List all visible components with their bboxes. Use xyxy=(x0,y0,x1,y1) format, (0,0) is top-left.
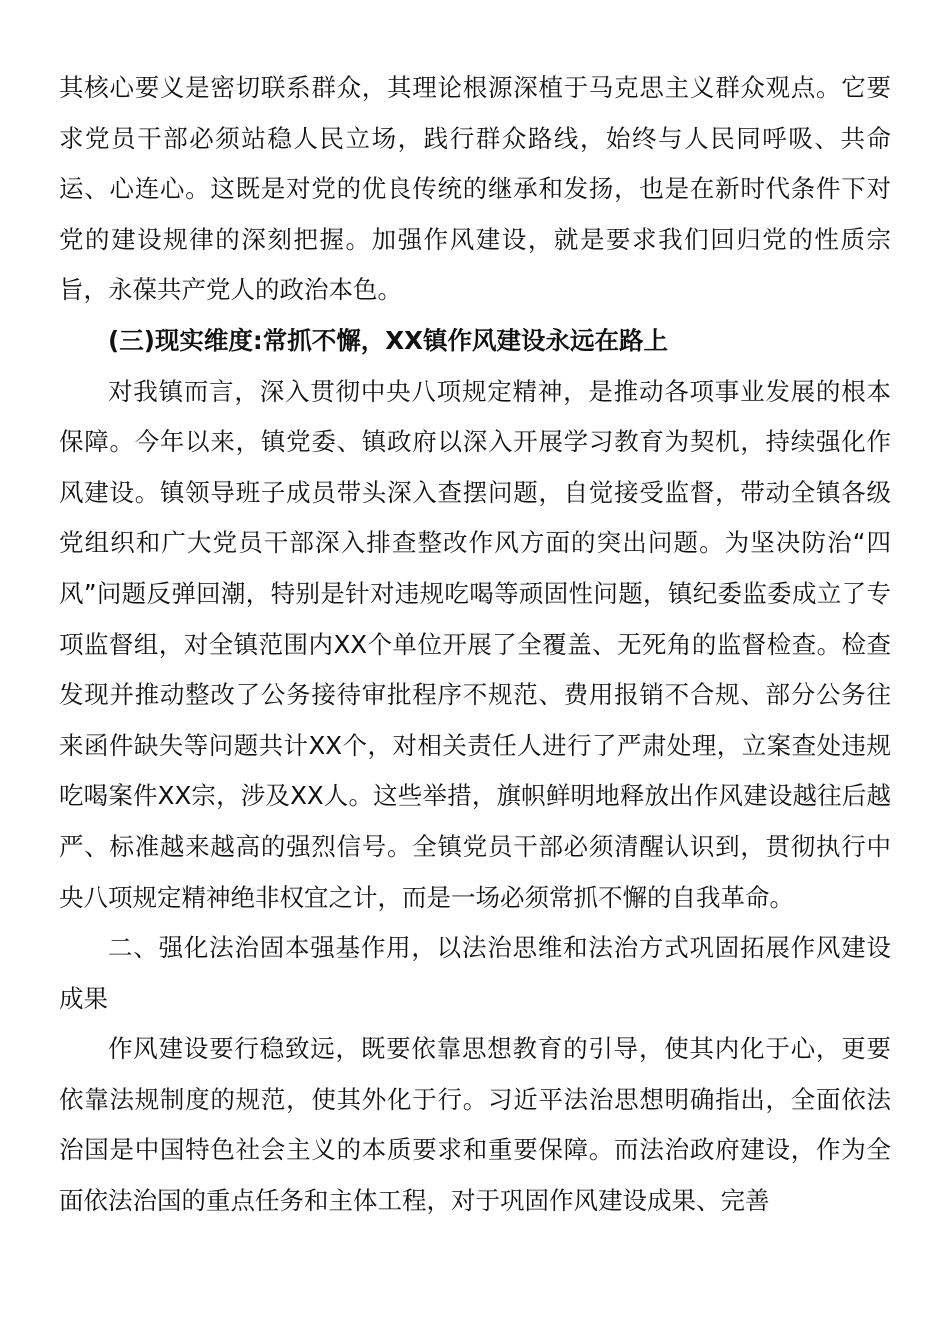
paragraph-rule-of-law: 作风建设要行稳致远，既要依靠思想教育的引导，使其内化于心，更要依靠法规制度的规范，使其外化于行。习近平法治思想明确指出，全面依法治国是中国特色社会主义的本质要求和重要保障。而法治政府建设，作为全面依法治国的重点任务和主体工程，对于巩固作风建设成果、完善 xyxy=(59,1034,891,1216)
subheading-practical-dimension: (三)现实维度:常抓不懈，XX镇作风建设永远在路上 xyxy=(108,325,668,355)
document-body xyxy=(59,63,891,1227)
paragraph-continuation: 其核心要义是密切联系群众，其理论根源深植于马克思主义群众观点。它要求党员干部必须站稳人民立场，践行群众路线，始终与人民同呼吸、共命运、心连心。这既是对党的优良传统的继承和发扬，也是在新时代条件下对党的建设规律的深刻把握。加强作风建设，就是要求我们回归党的性质宗旨，永葆共产党人的政治本色。 xyxy=(59,73,891,305)
section-heading-rule-of-law: 二、强化法治固本强基作用，以法治思维和法治方式巩固拓展作风建设成果 xyxy=(59,933,891,1013)
paragraph-town-practice: 对我镇而言，深入贯彻中央八项规定精神，是推动各项事业发展的根本保障。今年以来，镇党委、镇政府以深入开展学习教育为契机，持续强化作风建设。镇领导班子成员带头深入查摆问题，自觉接受监督，带动全镇各级党组织和广大党员干部深入排查整改作风方面的突出问题。为坚决防治“四风”问题反弹回潮，特别是针对违规吃喝等顽固性问题，镇纪委监委成立了专项监督组，对全镇范围内XX个单位开展了全覆盖、无死角的监督检查。检查发现并推动整改了公务接待审批程序不规范、费用报销不合规、部分公务往来函件缺失等问题共计XX个，对相关责任人进行了严肃处理，立案查处违规吃喝案件XX宗，涉及XX人。这些举措，旗帜鲜明地释放出作风建设越往后越严、标准越来越高的强烈信号。全镇党员干部必须清醒认识到，贯彻执行中央八项规定精神绝非权宜之计，而是一场必须常抓不懈的自我革命。 xyxy=(59,376,891,912)
